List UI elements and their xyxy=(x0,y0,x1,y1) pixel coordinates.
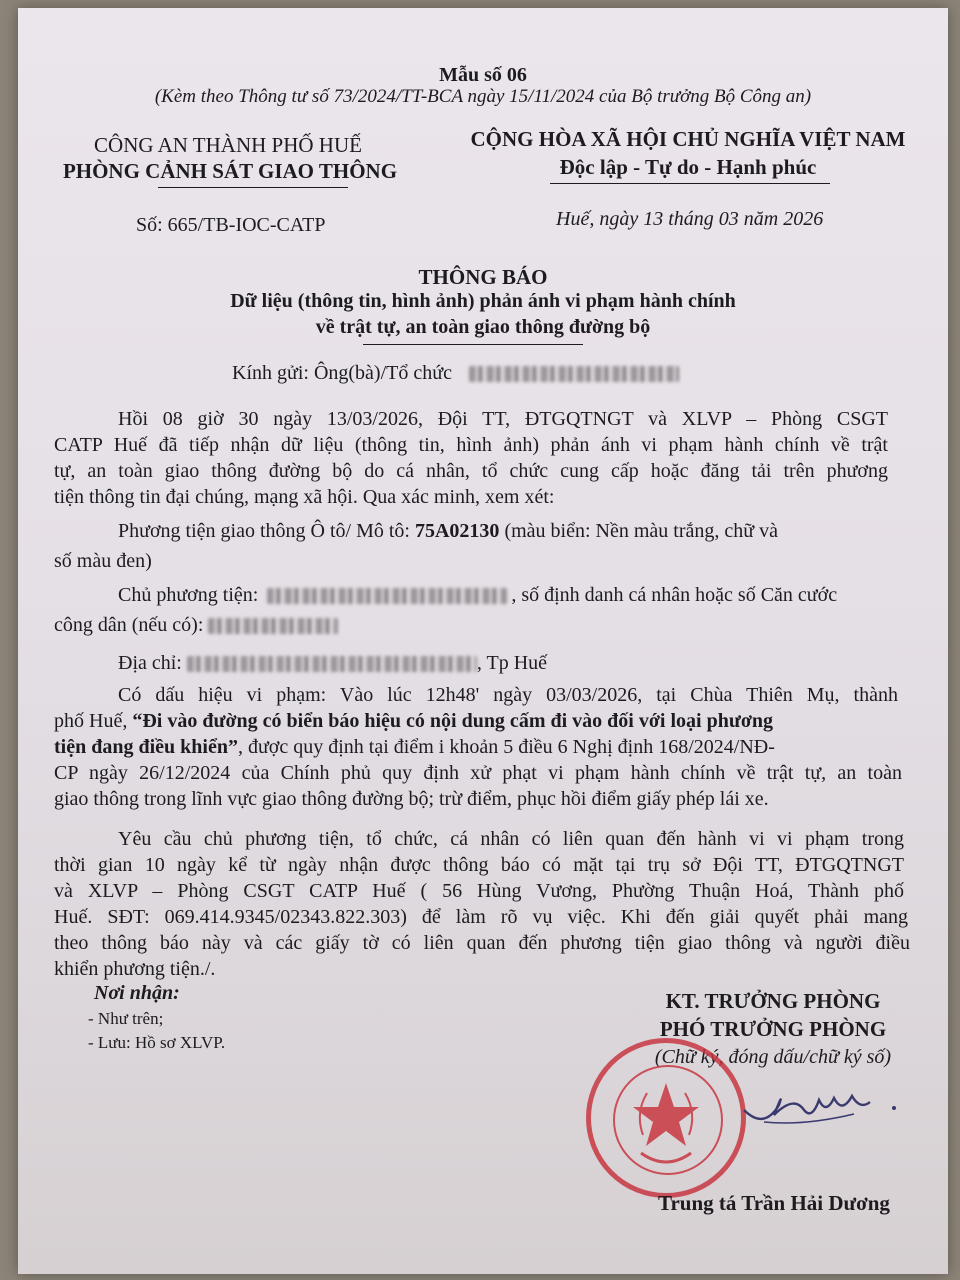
intro-line-4: tiện thông tin đại chúng, mạng xã hội. Qua xác minh, xem xét: xyxy=(54,486,555,508)
official-seal xyxy=(586,1038,746,1198)
form-reference: (Kèm theo Thông tư số 73/2024/TT-BCA ngày 15/11/2024 của Bộ trưởng Bộ Công an) xyxy=(154,86,812,107)
document-sheet xyxy=(18,8,948,1274)
owner-id-label: , số định danh cá nhân hoặc số Căn cước xyxy=(511,584,838,606)
owner-label: Chủ phương tiện: xyxy=(118,584,264,606)
agency-underline xyxy=(158,187,348,188)
address-label: Địa chỉ: xyxy=(118,652,187,674)
recipient-label: Kính gửi: Ông(bà)/Tổ chức xyxy=(232,362,452,384)
redacted-recipient xyxy=(469,366,679,382)
intro-line-2: CATP Huế đã tiếp nhận dữ liệu (thông tin, hình ảnh) phản ánh vi phạm hành chính về trật xyxy=(54,434,888,456)
document-title: THÔNG BÁO xyxy=(418,265,548,289)
signature-note: (Chữ ký, đóng dấu/chữ ký số) xyxy=(654,1046,892,1068)
form-number: Mẫu số 06 xyxy=(439,64,527,86)
intro-line-3: tự, an toàn giao thông đường bộ do cá nhân, tổ chức cung cấp hoặc đăng tải trên phương xyxy=(54,460,888,482)
request-line-1: Yêu cầu chủ phương tiện, tổ chức, cá nhân có liên quan đến hành vi vi phạm trong xyxy=(118,828,904,850)
request-line-3: và XLVP – Phòng CSGT CATP Huế ( 56 Hùng Vương, Phường Thuận Hoá, Thành phố xyxy=(54,880,904,902)
signer-name: Trung tá Trần Hải Dương xyxy=(658,1191,890,1215)
recipient-item: - Lưu: Hồ sơ XLVP. xyxy=(88,1033,226,1052)
violation-line-3 xyxy=(54,734,775,760)
document-number: Số: 665/TB-IOC-CATP xyxy=(136,214,326,236)
owner-line xyxy=(118,582,837,608)
recipients-title: Nơi nhận: xyxy=(94,982,180,1004)
document-subtitle-1: Dữ liệu (thông tin, hình ảnh) phản ánh vi phạm hành chính xyxy=(230,290,736,312)
motto-underline xyxy=(550,183,830,184)
recipient-item: - Như trên; xyxy=(88,1009,164,1028)
department-name: PHÒNG CẢNH SÁT GIAO THÔNG xyxy=(62,159,398,183)
violation-description: “Đi vào đường có biển báo hiệu có nội dung cấm đi vào đối với loại phương xyxy=(132,710,774,732)
violation-line-5: giao thông trong lĩnh vực giao thông đường bộ; trừ điểm, phục hồi điểm giấy phép lái xe. xyxy=(54,788,769,810)
title-underline xyxy=(363,344,583,345)
redacted-address xyxy=(187,656,477,672)
request-line-5: theo thông báo này và các giấy tờ có liên quan đến phương tiện giao thông và người điều xyxy=(54,932,910,954)
request-line-4: Huế. SĐT: 069.414.9345/02343.822.303) để làm rõ vụ việc. Khi đến giải quyết phải mang xyxy=(54,906,908,928)
violation-line-2 xyxy=(54,708,773,734)
address-city: , Tp Huế xyxy=(476,652,548,674)
plate-color-note: (màu biển: Nền màu trắng, chữ và xyxy=(499,520,778,542)
address-line xyxy=(118,650,547,676)
violation-line-4: CP ngày 26/12/2024 của Chính phủ quy định xử phạt vi phạm hành chính về trật tự, an toàn xyxy=(54,762,902,784)
nation-motto: Độc lập - Tự do - Hạnh phúc xyxy=(559,155,817,179)
violation-line-1: Có dấu hiệu vi phạm: Vào lúc 12h48' ngày 03/03/2026, tại Chùa Thiên Mụ, thành xyxy=(118,684,898,706)
request-line-2: thời gian 10 ngày kể từ ngày nhận được thông báo có mặt tại trụ sở Đội TT, ĐTGQTNGT xyxy=(54,854,904,876)
license-plate: 75A02130 xyxy=(414,520,500,542)
request-line-6: khiển phương tiện./. xyxy=(54,958,216,980)
agency-name: CÔNG AN THÀNH PHỐ HUẾ xyxy=(94,133,362,157)
star-emblem-icon xyxy=(591,1043,741,1193)
citizen-id-label: công dân (nếu có): xyxy=(54,614,209,636)
violation-location: phố Huế, xyxy=(54,710,133,732)
vehicle-label: Phương tiện giao thông Ô tô/ Mô tô: xyxy=(118,520,415,542)
citizen-id-line xyxy=(54,612,338,638)
document-subtitle-2: về trật tự, an toàn giao thông đường bộ xyxy=(315,316,651,338)
redacted-citizen-id xyxy=(208,618,338,634)
handwritten-signature xyxy=(734,1080,914,1150)
signer-title-2: PHÓ TRƯỞNG PHÒNG xyxy=(659,1017,887,1041)
violation-description-end: tiện đang điều khiển” xyxy=(54,736,238,758)
place-date: Huế, ngày 13 tháng 03 năm 2026 xyxy=(556,208,824,230)
nation-name: CỘNG HÒA XÃ HỘI CHỦ NGHĨA VIỆT NAM xyxy=(470,127,906,151)
violation-legal-basis: , được quy định tại điểm i khoản 5 điều 6 Nghị định 168/2024/NĐ- xyxy=(237,736,775,758)
signer-title-1: KT. TRƯỞNG PHÒNG xyxy=(665,989,881,1013)
vehicle-line-2: số màu đen) xyxy=(54,550,152,572)
vehicle-line xyxy=(118,518,778,544)
recipient-line xyxy=(232,360,679,386)
redacted-owner-name xyxy=(267,588,507,604)
intro-line-1: Hồi 08 giờ 30 ngày 13/03/2026, Đội TT, ĐTGQTNGT và XLVP – Phòng CSGT xyxy=(118,408,888,430)
